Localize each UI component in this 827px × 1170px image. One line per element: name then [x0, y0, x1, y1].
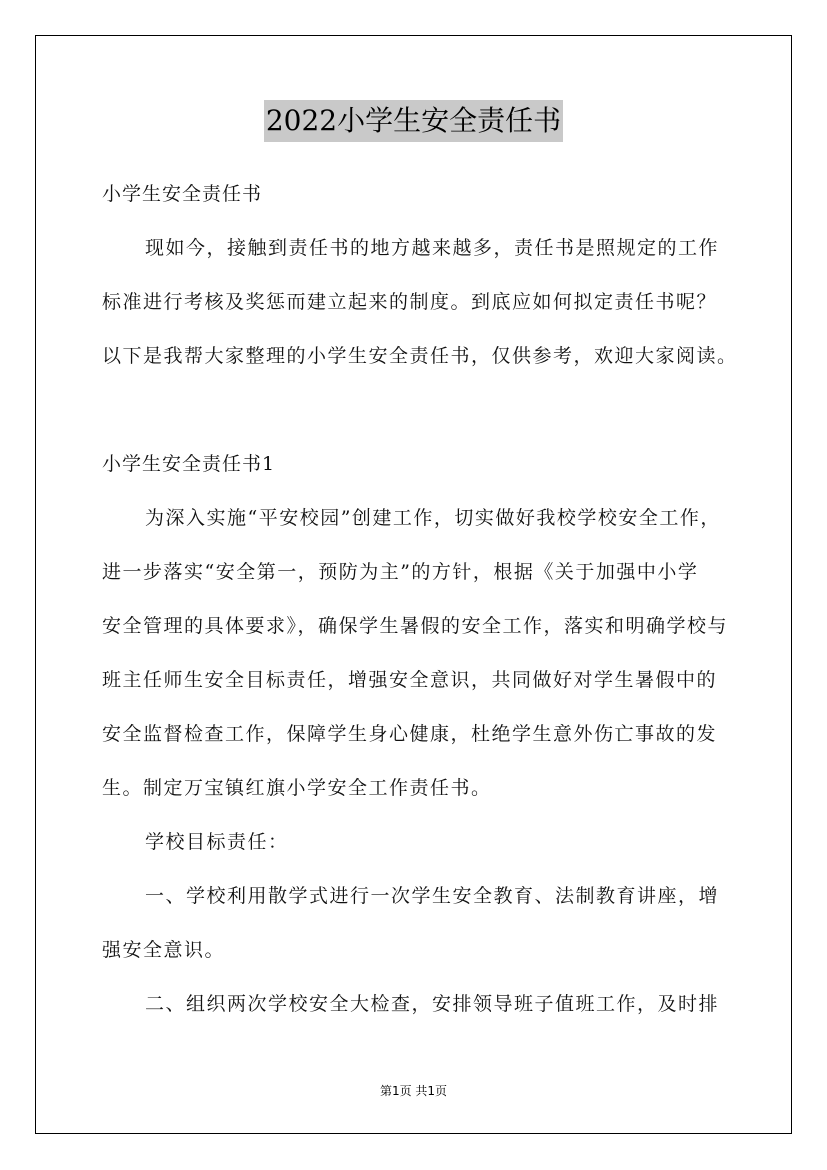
section-1-line-2: 进一步落实“安全第一，预防为主”的方针，根据《关于加强中小学: [102, 561, 699, 583]
intro-line-3: 以下是我帮大家整理的小学生安全责任书，仅供参考，欢迎大家阅读。: [102, 345, 738, 367]
section-1-line-4: 班主任师生安全目标责任，增强安全意识，共同做好对学生暑假中的: [102, 669, 718, 691]
intro-line-2: 标准进行考核及奖惩而建立起来的制度。到底应如何拟定责任书呢？: [102, 291, 718, 313]
section-1-line-6: 生。制定万宝镇红旗小学安全工作责任书。: [102, 777, 492, 799]
school-goal-label: 学校目标责任：: [145, 831, 289, 853]
section-1-line-1: 为深入实施“平安校园”创建工作，切实做好我校学校安全工作，: [145, 507, 721, 529]
document-subtitle: 小学生安全责任书: [102, 183, 263, 205]
section-1-heading: 小学生安全责任书1: [102, 453, 276, 475]
section-1-line-3: 安全管理的具体要求》，确保学生暑假的安全工作，落实和明确学校与: [102, 615, 729, 637]
item-2-line-1: 二、组织两次学校安全大检查，安排领导班子值班工作，及时排: [145, 993, 720, 1015]
intro-line-1: 现如今，接触到责任书的地方越来越多，责任书是照规定的工作: [145, 237, 720, 259]
page-footer: 第1页 共1页: [379, 1084, 448, 1098]
item-1-line-1: 一、学校利用散学式进行一次学生安全教育、法制教育讲座，增: [145, 885, 720, 907]
document-title: [0, 100, 827, 142]
section-1-line-5: 安全监督检查工作，保障学生身心健康，杜绝学生意外伤亡事故的发: [102, 723, 718, 745]
document-title-text: 2022小学生安全责任书: [264, 100, 563, 142]
item-1-line-2: 强安全意识。: [102, 939, 226, 961]
